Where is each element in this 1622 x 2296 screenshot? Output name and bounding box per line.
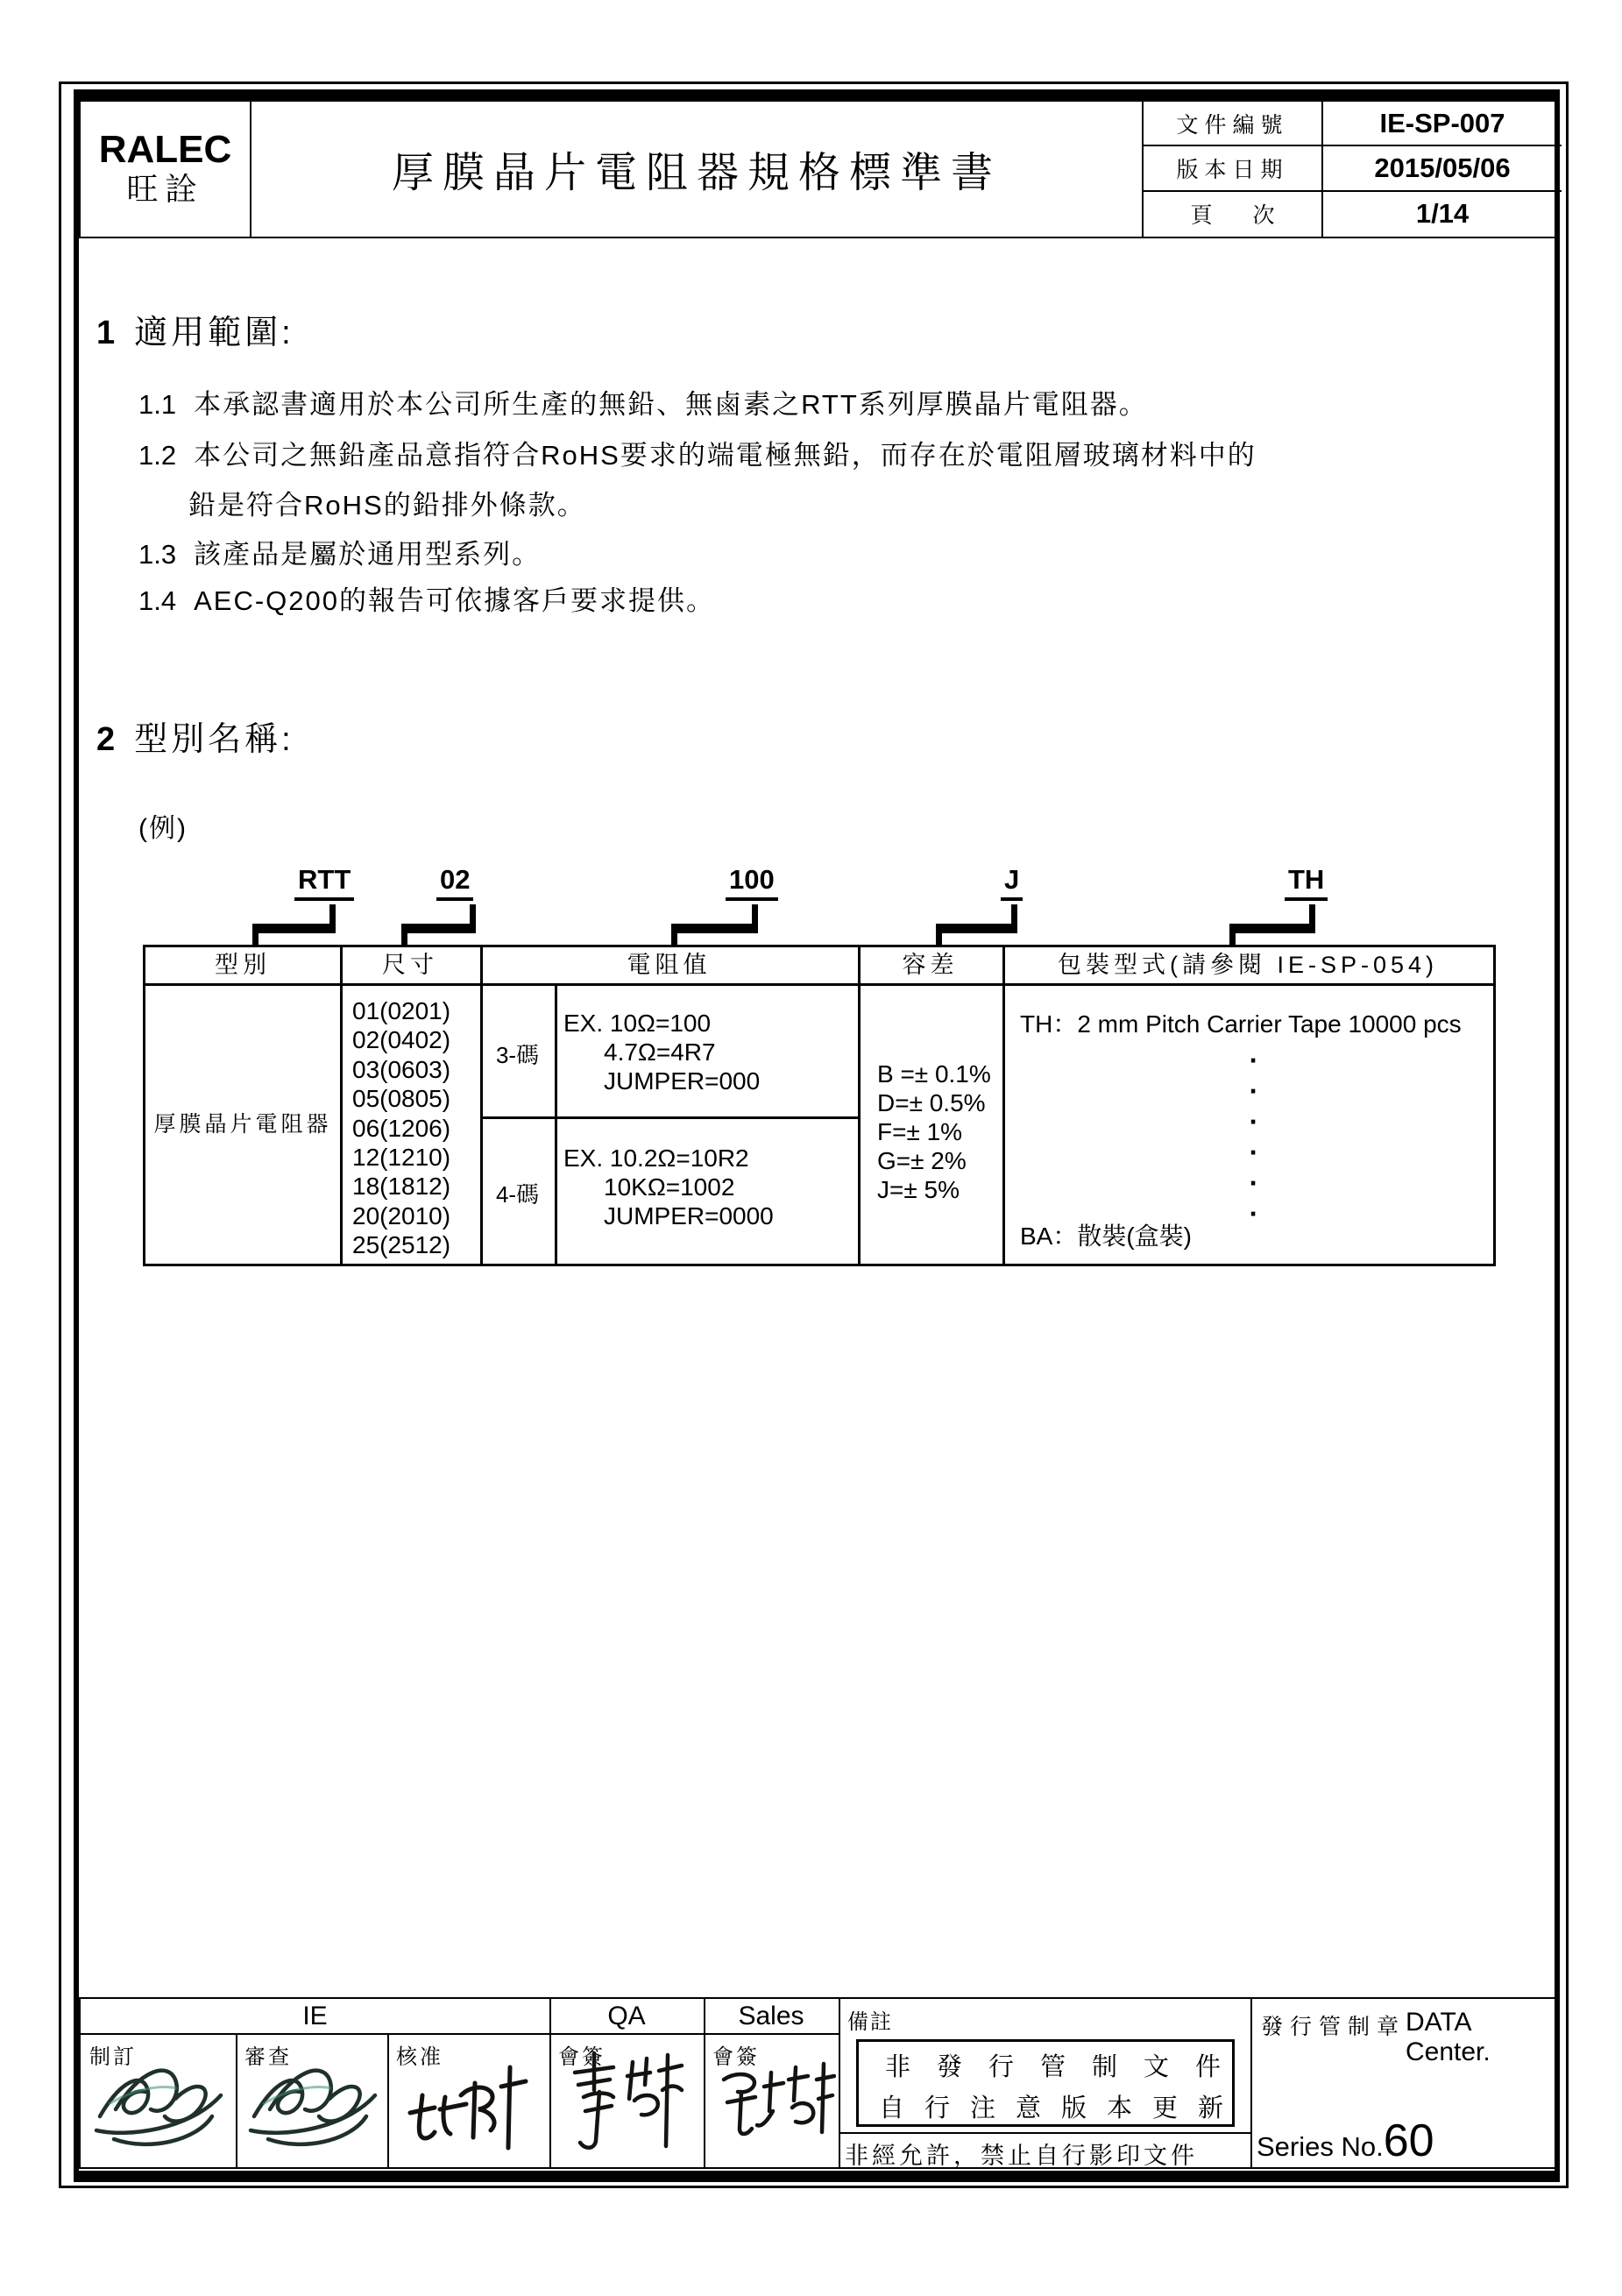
- cell-tolerance-list: [877, 1059, 991, 1204]
- size-item: 12(1210): [352, 1144, 451, 1172]
- dept-header-sales: Sales: [738, 2002, 804, 2030]
- clause-text: 鉛是符合RoHS的鉛排外條款。: [188, 490, 586, 521]
- connector-line: [1309, 904, 1315, 925]
- size-item: 20(2010): [352, 1201, 451, 1229]
- cell-type-value: 厚膜晶片電阻器: [153, 1112, 332, 1137]
- table-line: [858, 947, 861, 1264]
- signature-scribble-approve: [398, 2057, 547, 2160]
- clause-1-2: [138, 433, 1257, 472]
- clause-1-3: [138, 532, 541, 571]
- tolerance-item: G=± 2%: [877, 1147, 967, 1174]
- connector-line: [752, 904, 758, 925]
- size-item: 18(1812): [352, 1173, 451, 1201]
- section1-number: 1: [96, 315, 116, 351]
- company-name-zh: 旺詮: [126, 171, 204, 208]
- field-value-page: 1/14: [1415, 198, 1470, 230]
- tolerance-item: D=± 0.5%: [877, 1089, 986, 1116]
- example-line: EX. 10.2Ω=10R2: [563, 1144, 749, 1172]
- table-line: [387, 2035, 389, 2167]
- clause-1-4: [138, 578, 715, 618]
- size-item: 06(1206): [352, 1114, 451, 1142]
- part-code-series: RTT: [294, 864, 354, 901]
- issue-control-stamp: DATA Center.: [1406, 2008, 1491, 2066]
- table-line: [839, 2132, 1250, 2134]
- connector-line: [329, 904, 336, 925]
- part-code-size: 02: [436, 864, 473, 901]
- table-line: [480, 947, 483, 1264]
- size-item: 03(0603): [352, 1055, 451, 1083]
- clause-number: 1.2: [138, 440, 177, 471]
- size-item: 01(0201): [352, 997, 451, 1024]
- part-number-table: [143, 945, 1496, 1266]
- col-header-type: 型別: [215, 952, 271, 978]
- dept-header-ie: IE: [302, 2002, 328, 2030]
- col-header-resistance: 電阻值: [627, 952, 712, 978]
- document-title: 厚膜晶片電阻器規格標準書: [251, 102, 1144, 237]
- remarks-box-line1: 非發行管制文件: [885, 2053, 1248, 2081]
- table-line: [1250, 1999, 1252, 2167]
- remarks-label: 備註: [847, 2010, 893, 2034]
- cell-size-list: [352, 996, 450, 1260]
- connector-line: [1229, 924, 1315, 933]
- packaging-ba: BA：散裝(盒裝): [1020, 1222, 1193, 1250]
- table-line: [1002, 947, 1005, 1264]
- connector-line: [470, 904, 476, 925]
- series-number: [1257, 2115, 1434, 2166]
- clause-number: 1.1: [138, 389, 177, 420]
- col-header-tolerance: 容差: [902, 952, 959, 978]
- table-line: [81, 2033, 839, 2035]
- connector-line: [1011, 904, 1017, 925]
- cell-code-4digit: 4-碼: [495, 1181, 540, 1208]
- clause-number: 1.3: [138, 539, 177, 570]
- connector-line: [401, 924, 476, 933]
- company-logo: [81, 102, 251, 237]
- table-line: [480, 1116, 858, 1119]
- size-item: 05(0805): [352, 1085, 451, 1113]
- clause-text: AEC-Q200的報告可依據客戶要求提供。: [194, 585, 716, 616]
- part-code-packaging: TH: [1285, 864, 1328, 901]
- table-line: [340, 947, 343, 1264]
- connector-line: [936, 924, 1017, 933]
- series-label: Series No.: [1257, 2131, 1384, 2162]
- section2-title: 型別名稱:: [134, 721, 294, 758]
- field-label-doc-no: 文件編號: [1144, 102, 1323, 146]
- example-label: (例): [138, 814, 188, 843]
- clause-text: 本承認書適用於本公司所生產的無鉛、無鹵素之RTT系列厚膜晶片電阻器。: [194, 389, 1148, 420]
- table-line: [145, 983, 1493, 986]
- example-line: EX. 10Ω=100: [563, 1010, 712, 1037]
- header-table: [79, 100, 1560, 238]
- dot: ·: [1249, 1167, 1259, 1199]
- packaging-ellipsis: [1241, 1045, 1267, 1229]
- dot: ·: [1249, 1198, 1259, 1229]
- size-item: 02(0402): [352, 1026, 451, 1054]
- packaging-th: TH：2 mm Pitch Carrier Tape 10000 pcs: [1020, 1010, 1462, 1038]
- section2-heading: [96, 712, 294, 760]
- field-label-version-date: 版本日期: [1144, 146, 1323, 191]
- field-value-version-date: 2015/05/06: [1323, 146, 1562, 191]
- frame-top-bar: [74, 89, 1560, 100]
- clause-text: 本公司之無鉛產品意指符合RoHS要求的端電極無鉛，而存在於電阻層玻璃材料中的: [194, 440, 1257, 471]
- example-line: 4.7Ω=4R7: [604, 1038, 716, 1066]
- section2-number: 2: [96, 721, 116, 758]
- signature-scribble-review: [245, 2053, 386, 2158]
- part-code-tolerance: J: [1001, 864, 1023, 901]
- remarks-bottom-note: 非經允許，禁止自行影印文件: [845, 2143, 1198, 2169]
- sig-label-review: 審查: [244, 2045, 292, 2069]
- dot: ·: [1249, 1137, 1259, 1168]
- tolerance-item: B =± 0.1%: [877, 1060, 991, 1088]
- sig-label-approve: 核准: [396, 2045, 443, 2069]
- section1-heading: [96, 305, 294, 353]
- col-header-size: 尺寸: [382, 952, 438, 978]
- frame-left-bar: [74, 89, 79, 2182]
- field-label-page: 頁次: [1144, 192, 1323, 237]
- remarks-box: [856, 2039, 1248, 2127]
- clause-1-1: [138, 382, 1148, 422]
- tolerance-item: F=± 1%: [877, 1118, 963, 1145]
- connector-line: [252, 924, 336, 933]
- sig-label-countersign-qa: 會簽: [558, 2045, 606, 2069]
- col-header-packaging: 包裝型式(請參閱 IE-SP-054): [1057, 952, 1439, 978]
- sig-label-draft: 制訂: [89, 2045, 137, 2069]
- table-line: [839, 1999, 840, 2167]
- dot: ·: [1249, 1045, 1259, 1076]
- example-line: JUMPER=000: [604, 1067, 761, 1095]
- section1-title: 適用範圍:: [134, 315, 294, 351]
- approval-table: [79, 1997, 1560, 2169]
- series-value: 60: [1383, 2115, 1434, 2166]
- dot: ·: [1249, 1075, 1259, 1107]
- size-item: 25(2512): [352, 1231, 451, 1259]
- part-code-resistance: 100: [726, 864, 778, 901]
- tolerance-item: J=± 5%: [877, 1176, 960, 1203]
- cell-example-4digit: [563, 1144, 774, 1230]
- remarks-box-line2: 自行注意版本更新: [879, 2094, 1244, 2122]
- example-line: JUMPER=0000: [604, 1202, 774, 1229]
- frame-right-bar: [1555, 89, 1560, 2182]
- dot: ·: [1249, 1106, 1259, 1137]
- signature-scribble-countersign-sales: [713, 2048, 836, 2158]
- company-name-en: RALEC: [98, 128, 232, 172]
- example-line: 10KΩ=1002: [604, 1173, 735, 1201]
- table-line: [555, 986, 557, 1264]
- issue-control-label: 發行管制章: [1261, 2015, 1406, 2039]
- dept-header-qa: QA: [607, 2002, 646, 2030]
- cell-code-3digit: 3-碼: [495, 1042, 540, 1068]
- sig-label-countersign-sales: 會簽: [712, 2045, 760, 2069]
- connector-line: [671, 924, 758, 933]
- frame-bottom-bar: [74, 2171, 1560, 2182]
- signature-scribble-countersign-qa: [561, 2043, 694, 2160]
- field-value-doc-no: IE-SP-007: [1323, 102, 1562, 146]
- table-line: [236, 2035, 237, 2167]
- clause-number: 1.4: [138, 585, 177, 616]
- signature-scribble-draft: [91, 2053, 231, 2158]
- cell-example-3digit: [563, 1009, 760, 1095]
- clause-1-2-cont: [188, 483, 586, 522]
- clause-text: 該產品是屬於通用型系列。: [194, 539, 542, 570]
